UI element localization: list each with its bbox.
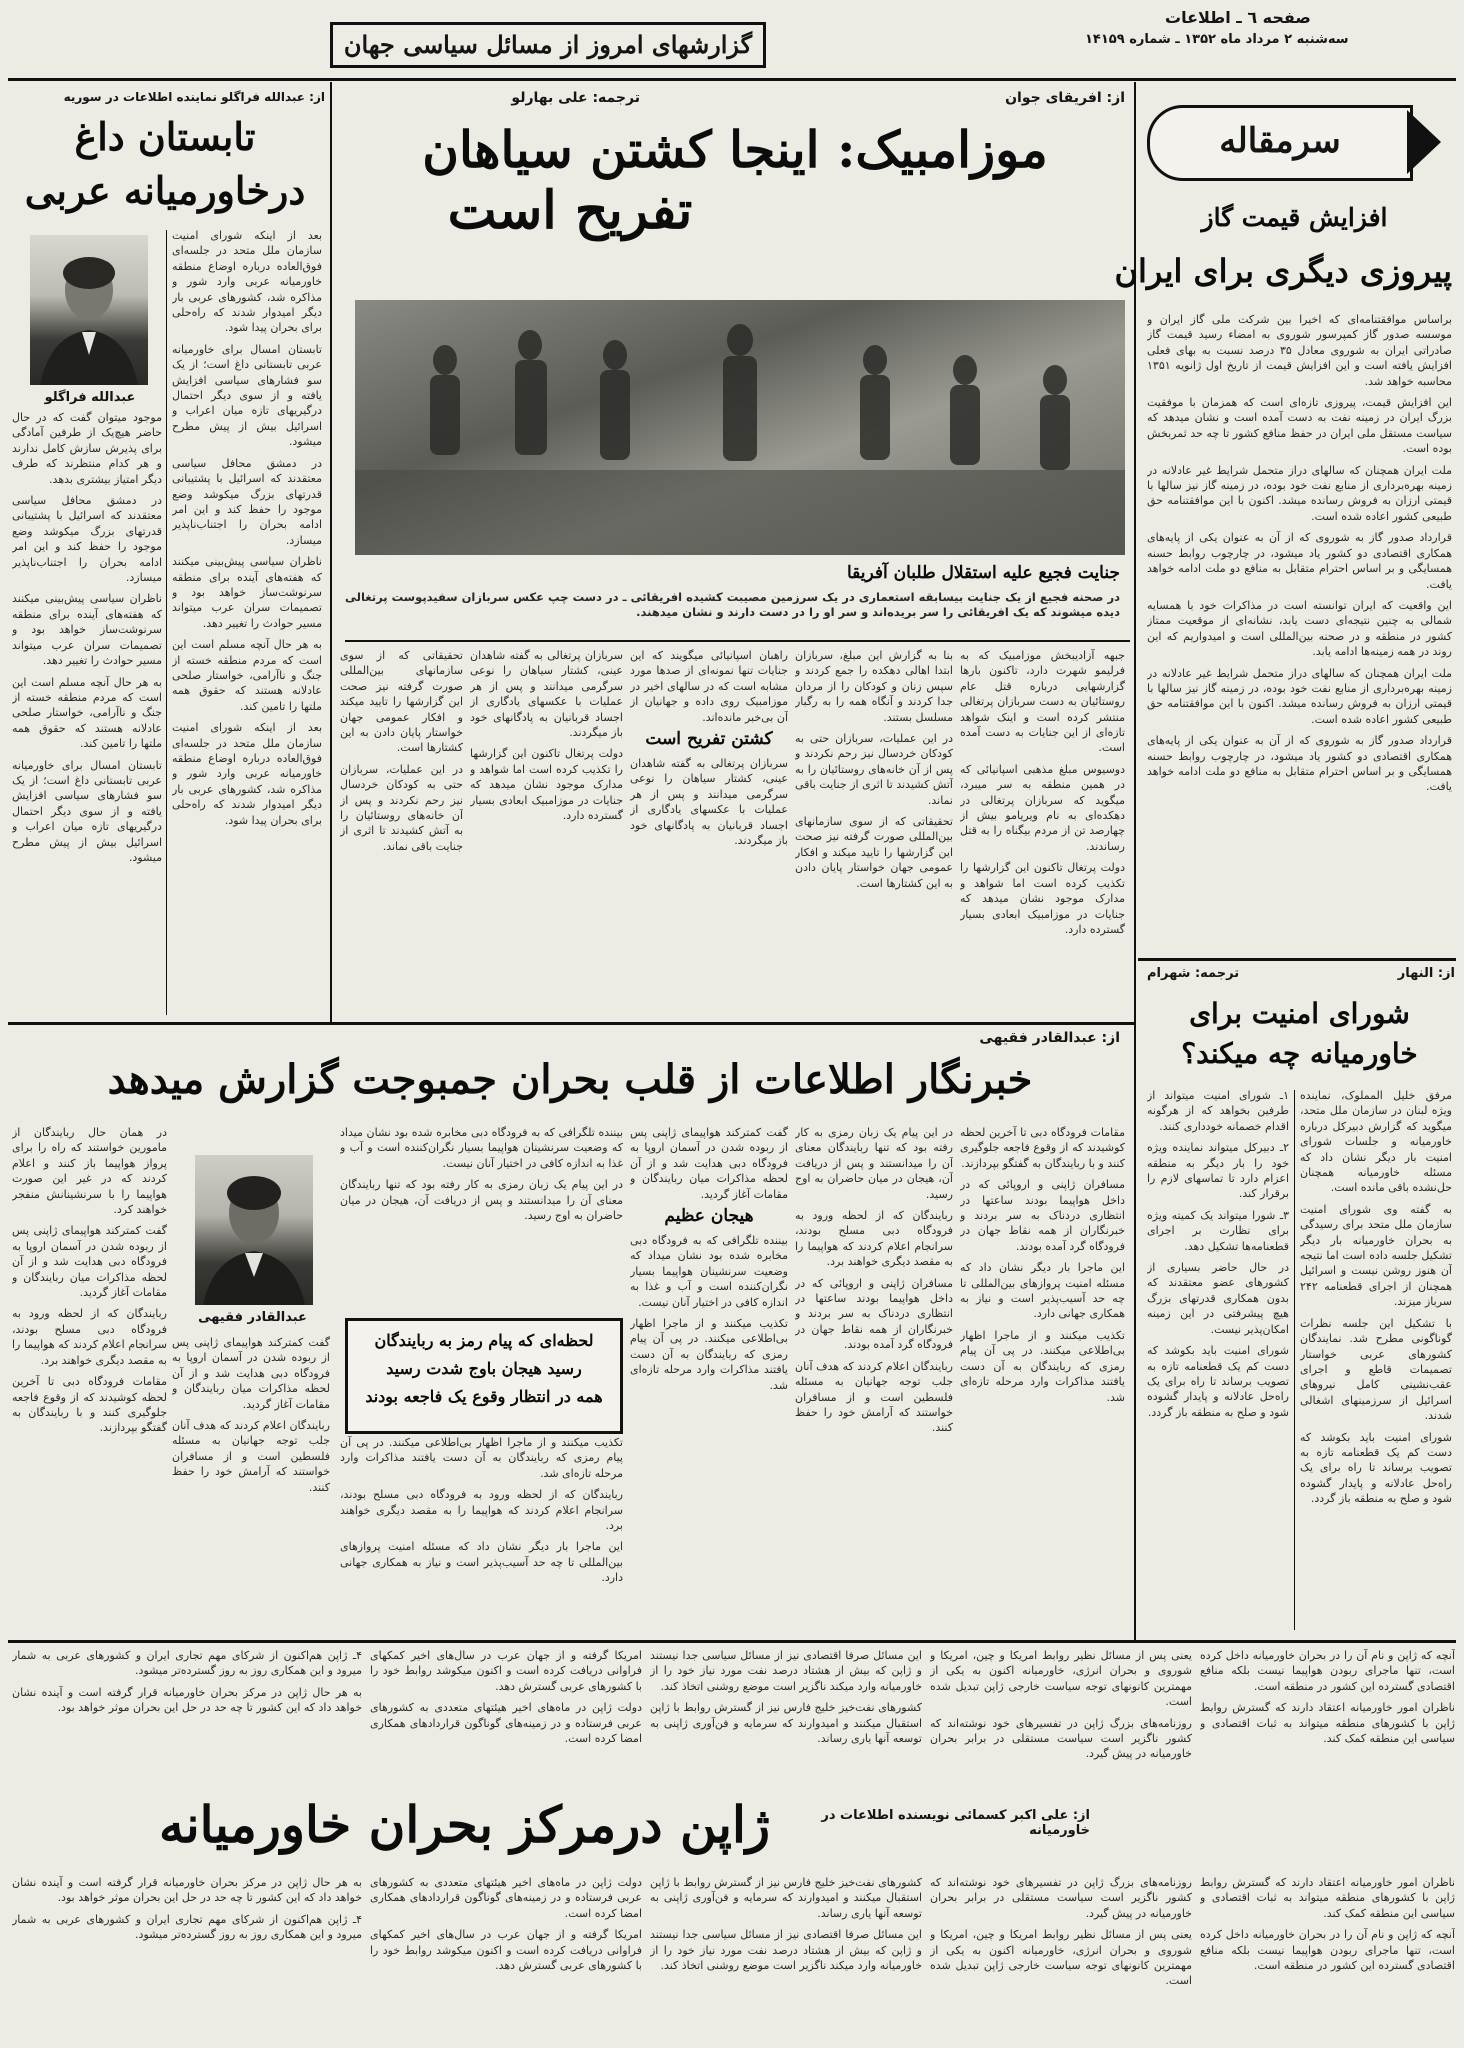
hijack-paragraph: بیننده تلگرافی که به فرودگاه دبی مخابره شده بود نشان میداد که وضعیت سرنشینان هواپیما بسیار نگران‌کننده است و آب و غذا به اندازه کافی در اختیار آنان نیست. xyxy=(340,1126,623,1170)
crisis-paragraph: ۴ـ ژاپن هم‌اکنون از شرکای مهم تجاری ایران و کشورهای عربی به شمار میرود و این همکاری روز به روز گسترده‌تر میشود. xyxy=(12,1649,362,1678)
crisis-bottom-col-3 xyxy=(650,1875,922,2040)
crisis-paragraph: یعنی پس از مسائل نظیر روابط امریکا و چین، امریکا و شوروی و بحران انرژی، خاورمیانه اکنون به یکی از مهمترین کانونهای توجه سیاست خارجی ژاپن تبدیل شده است. xyxy=(930,1649,1192,1709)
mozambique-photo-figures xyxy=(355,300,1125,555)
mozambique-paragraph: دوسیوس مبلغ مذهبی اسپانیائی که در همین منطقه به سر میبرد، میگوید که سربازان پرتغالی در دهکده‌ای به نام ویریامو بیش از چهارصد تن از مردم بیگناه را به قتل رساندند. xyxy=(960,762,1125,853)
hijack-author-photo xyxy=(195,1155,313,1305)
mozambique-translator: ترجمه: علی بهارلو xyxy=(511,90,640,106)
hijack-col-1 xyxy=(960,1125,1125,1635)
crisis-paragraph: به هر حال ژاپن در مرکز بحران خاورمیانه قرار گرفته است و آینده نشان خواهد داد که این کشور تا چه حد در حل این بحران موثر خواهد بود. xyxy=(12,1685,362,1715)
mozambique-paragraph: دولت پرتغال تاکنون این گزارشها را تکذیب کرده است اما شواهد و مدارک موجود نشان میدهد که جنایات در موزامبیک ابعادی بسیار گسترده دارد. xyxy=(470,747,623,823)
hijack-source: از: عبدالقادر فقیهی xyxy=(979,1030,1120,1046)
summer-paragraph: در دمشق محافل سیاسی معتقدند که اسرائیل با پشتیبانی قدرتهای بزرگ میکوشد وضع موجود را حفظ کند و این امر ادامه بحران را اجتناب‌ناپذیر میسازد. xyxy=(172,456,322,547)
editorial-paragraph: قرارداد صدور گاز به شوروی که از آن به عنوان یکی از پایه‌های همکاری اقتصادی دو کشور یاد میشود، در چارچوب روابط حسنه همسایگی و بر اساس احترام متقابل به منافع دو ملت ادامه خواهد یافت. xyxy=(1147,531,1452,591)
mozambique-paragraph: جبهه آزادیبخش موزامبیک که به فرلیمو شهرت دارد، تاکنون بارها گزارشهایی درباره قتل عام روستائیان به دست سربازان پرتغالی منتشر کرده است و اینک شواهد تازه‌ای از این جنایات به دست آمده است. xyxy=(960,649,1125,755)
hijack-paragraph: این ماجرا بار دیگر نشان داد که مسئله امنیت پروازهای بین‌المللی تا چه حد آسیب‌پذیر است و نیاز به همکاری جهانی دارد. xyxy=(340,1540,623,1585)
hijack-paragraph: تکذیب میکنند و از ماجرا اظهار بی‌اطلاعی میکنند. در پی آن پیام رمزی که ربایندگان به آن دست یافتند مذاکرات وارد مرحله تازه‌ای شد. xyxy=(340,1436,623,1480)
hijack-col-6 xyxy=(172,1335,330,1635)
summer-title-line2: درخاورمیانه عربی xyxy=(24,168,306,213)
hijack-paragraph: مسافران ژاپنی و اروپائی که در داخل هواپیما بودند ساعتها در انتظاری دردناک به سر بردند و خبرنگاران از همه نقاط جهان در فرودگاه گرد آمده بودند. xyxy=(960,1178,1125,1253)
editorial-paragraph: براساس موافقتنامه‌ای که اخیرا بین شرکت ملی گاز ایران و موسسه صدور گاز کمپرسور شوروی به امضاء رسید قیمت گاز صادراتی ایران به شوروی معادل ۳۵ درصد نسبت به بهای فعلی افزایش یافته است و این افزایش قیمت از تاریخ اول ژانویه ۱۳۵۱ محاسبه خواهد شد. xyxy=(1147,313,1452,388)
crisis-bottom-col-2 xyxy=(930,1875,1192,2040)
divider-summer xyxy=(330,82,332,1022)
hijack-paragraph: تکذیب میکنند و از ماجرا اظهار بی‌اطلاعی میکنند. در پی آن پیام رمزی که ربایندگان به آن دست یافتند مذاکرات وارد مرحله تازه‌ای شد. xyxy=(960,1328,1125,1404)
security-paragraph: مرفق خلیل المملوک، نماینده ویژه لبنان در سازمان ملل متحد، میگوید که گزارش دبیرکل درباره خاورمیانه و جلسات شورای امنیت بار دیگر نشان داد که مسئله خاورمیانه همچنان حل‌نشده باقی مانده است. xyxy=(1300,1089,1452,1195)
mozambique-photo-caption: جنایت فجیع علیه استقلال طلبان آفریقا xyxy=(846,563,1120,583)
security-title-line1: شورای امنیت برای xyxy=(1189,997,1410,1030)
security-paragraph: با تشکیل این جلسه نظرات گوناگونی مطرح شد. نمایندگان کشورهای عربی خواستار تصمیمات قاطع و اجرای عقب‌نشینی کامل نیروهای اسرائیل از سرزمینهای اشغالی شدند. xyxy=(1300,1316,1452,1423)
crisis-title: ژاپن درمرکز بحران خاورمیانه xyxy=(158,1795,770,1854)
summer-author-photo xyxy=(30,235,148,385)
editorial-tag-box xyxy=(1147,105,1413,181)
summer-col-divider xyxy=(166,230,167,1015)
security-paragraph: شورای امنیت باید بکوشد که دست کم یک قطعنامه تازه به تصویب برساند تا راه برای یک راه‌حل عادلانه و پایدار گشوده شود و صلح به منطقه باز گردد. xyxy=(1147,1344,1289,1419)
hijack-paragraph: ربایندگان اعلام کردند که هدف آنان جلب توجه جهانیان به مسئله فلسطین است و از مسافران خواستند که آرامش خود را حفظ کنند. xyxy=(172,1419,330,1494)
mozambique-paragraph: تحقیقاتی که از سوی سازمانهای بین‌المللی صورت گرفته نیز صحت این گزارشها را تایید میکند و افکار عمومی جهان خواستار پایان دادن به این کشتارها است. xyxy=(340,649,463,755)
hijack-subhead: هیجان عظیم xyxy=(664,1206,754,1227)
editorial-arrow-icon xyxy=(1407,110,1441,174)
summer-paragraph: ناظران سیاسی پیش‌بینی میکنند که هفته‌های آینده برای منطقه سرنوشت‌ساز خواهد بود و تصمیمات سران عرب میتواند مسیر حوادث را تغییر دهد. xyxy=(172,555,322,630)
mozambique-paragraph: بنا به گزارش این مبلغ، سربازان ابتدا اهالی دهکده را جمع کردند و سپس زنان و کودکان را از مردان جدا کردند و آنگاه همه را به رگبار مسلسل بستند. xyxy=(795,649,953,724)
crisis-paragraph: این مسائل صرفا اقتصادی نیز از مسائل سیاسی جدا نیستند و ژاپن که بیش از هشتاد درصد نفت مورد نیاز خود را از خاورمیانه وارد میکند ناگزیر است موضع روشنی اتخاذ کند. xyxy=(650,1928,922,1973)
security-title-line2: خاورمیانه چه میکند؟ xyxy=(1181,1037,1418,1070)
pull-quote-line2: رسید هیجان باوج شدت رسید xyxy=(386,1359,582,1378)
summer-paragraph: بعد از اینکه شورای امنیت سازمان ملل متحد در جلسه‌ای فوق‌العاده درباره اوضاع منطقه خاورمیانه عربی وارد شور و مذاکره شد، کشورهای عربی بار دیگر امیدوار شدند که راه‌حلی برای بحران پیدا شود. xyxy=(172,721,322,827)
summer-paragraph: تابستان امسال برای خاورمیانه عربی تابستانی داغ است؛ از یک سو فشارهای سیاسی افزایش یافته و از سوی دیگر احتمال درگیریهای تازه میان اعراب و اسرائیل بیش از پیش مطرح میشود. xyxy=(172,342,322,449)
crisis-bottom-col-5 xyxy=(12,1875,362,2040)
hijack-paragraph: در همان حال ربایندگان از مامورین خواستند که راه را برای پرواز هواپیما باز کنند و اعلام کردند که در غیر این صورت هواپیما را با سرنشینانش منفجر خواهند کرد. xyxy=(12,1126,167,1217)
mozambique-col-1 xyxy=(960,648,1125,1018)
summer-paragraph: به هر حال آنچه مسلم است این است که مردم منطقه خسته از جنگ و ناآرامی، خواستار صلحی عادلانه هستند که حقوق همه ملتها را تامین کند. xyxy=(172,638,322,713)
summer-source: از: عبدالله فراگلو نماینده اطلاعات در سوریه xyxy=(63,90,325,104)
crisis-paragraph: روزنامه‌های بزرگ ژاپن در تفسیرهای خود نوشته‌اند که کشور ناگزیر است سیاست مستقلی در برابر بحران خاورمیانه در پیش گیرد. xyxy=(930,1876,1192,1920)
editorial-title: پیروزی دیگری برای ایران xyxy=(1114,252,1452,290)
hijack-top-rule xyxy=(8,1022,1134,1025)
summer-col-right xyxy=(172,228,322,1018)
mozambique-caption-rule xyxy=(345,640,1130,642)
summer-author-portrait xyxy=(30,235,148,385)
hijack-paragraph: مقامات فرودگاه دبی تا آخرین لحظه کوشیدند که از وقوع فاجعه جلوگیری کنند و با ربایندگان به گفتگو بپردازند. xyxy=(960,1126,1125,1170)
page-label: صفحه ٦ ـ اطلاعات xyxy=(1165,8,1311,27)
hijack-paragraph: این ماجرا بار دیگر نشان داد که مسئله امنیت پروازهای بین‌المللی تا چه حد آسیب‌پذیر است و نیاز به همکاری جهانی دارد. xyxy=(960,1261,1125,1321)
summer-photo-caption: عبدالله فراگلو xyxy=(44,390,136,405)
hijack-paragraph: ربایندگان اعلام کردند که هدف آنان جلب توجه جهانیان به مسئله فلسطین است و از مسافران خواستند که آرامش خود را حفظ کنند. xyxy=(795,1359,953,1435)
summer-col-left xyxy=(12,410,162,1018)
security-paragraph: ۱ـ شورای امنیت میتواند از طرفین بخواهد که از هرگونه اقدام خصمانه خودداری کنند. xyxy=(1147,1089,1289,1133)
crisis-paragraph: دولت ژاپن در ماه‌های اخیر هیئتهای متعددی به کشورهای عربی فرستاده و در زمینه‌های گوناگون قراردادهای همکاری امضا کرده است. xyxy=(370,1701,642,1746)
hijack-paragraph: ربایندگان که از لحظه ورود به فرودگاه دبی مسلح بودند، سرانجام اعلام کردند که هواپیما را به مقصد دیگری خواهند برد. xyxy=(12,1307,167,1367)
mozambique-source: از: افریقای جوان xyxy=(1005,90,1125,106)
pull-quote-line1: لحظه‌ای که پیام رمز به ربایندگان xyxy=(374,1331,594,1350)
mozambique-title-line1: موزامبیک: اینجا کشتن سیاهان xyxy=(422,120,1048,179)
hijack-paragraph: تکذیب میکنند و از ماجرا اظهار بی‌اطلاعی میکنند. در پی آن پیام رمزی که ربایندگان به آن دست یافتند مذاکرات وارد مرحله تازه‌ای شد. xyxy=(630,1317,788,1392)
mozambique-paragraph: سربازان پرتغالی به گفته شاهدان عینی، کشتار سیاهان را نوعی سرگرمی میدانند و پس از هر عملیات با عکسهای یادگاری از اجساد قربانیان به پادگانهای خود باز میگردند. xyxy=(470,649,623,740)
hijack-paragraph: گفت کمترکند هواپیمای ژاپنی پس از ربوده شدن در آسمان اروپا به فرودگاه دبی هدایت شد و از آن لحظه مذاکرات میان ربایندگان و مقامات آغاز گردید. xyxy=(630,1126,788,1201)
security-paragraph: در حال حاضر بسیاری از کشورهای عضو معتقدند که بدون همکاری قدرتهای بزرگ هیچ پیشرفتی در این زمینه امکان‌پذیر نیست. xyxy=(1147,1261,1289,1336)
hijack-photo-caption: عبدالقادر فقیهی xyxy=(198,1310,307,1325)
security-paragraph: ۳ـ شورا میتواند یک کمیته ویژه برای نظارت بر اجرای قطعنامه‌ها تشکیل دهد. xyxy=(1147,1208,1289,1253)
hijack-paragraph: ربایندگان که از لحظه ورود به فرودگاه دبی مسلح بودند، سرانجام اعلام کردند که هواپیما را به مقصد دیگری خواهند برد. xyxy=(340,1488,623,1533)
hijack-title: خبرنگار اطلاعات از قلب بحران جمبوجت گزارش میدهد xyxy=(107,1056,1033,1103)
hijack-col-4 xyxy=(340,1125,623,1315)
mozambique-paragraph: دولت پرتغال تاکنون این گزارشها را تکذیب کرده است اما شواهد و مدارک موجود نشان میدهد که جنایات در موزامبیک ابعادی بسیار گسترده دارد. xyxy=(960,861,1125,936)
editorial-tag: سرمقاله xyxy=(1219,121,1341,161)
summer-paragraph: به هر حال آنچه مسلم است این است که مردم منطقه خسته از جنگ و ناآرامی، خواستار صلحی عادلانه هستند که حقوق همه ملتها را تامین کند. xyxy=(12,675,162,751)
crisis-paragraph: امریکا گرفته و از جهان عرب در سال‌های اخیر کمکهای فراوانی دریافت کرده است و اکنون میکوشد روابط خود را با کشورهای عربی گسترش دهد. xyxy=(370,1649,642,1693)
mozambique-photo xyxy=(355,300,1125,555)
mozambique-paragraph: راهبان اسپانیائی میگویند که این جنایات تنها نمونه‌ای از صدها مورد مشابه است که در سالهای اخیر در موزامبیک روی داده و جهانیان از آن بی‌خبر مانده‌اند. xyxy=(630,649,788,724)
crisis-source: از: علی اکبر کسمائی نویسنده اطلاعات در خاورمیانه xyxy=(821,1808,1090,1838)
divider-editorial xyxy=(1134,82,1136,1640)
crisis-bottom-col-4 xyxy=(370,1875,642,2040)
hijack-col-2 xyxy=(795,1125,953,1635)
summer-paragraph: موجود میتوان گفت که در حال حاضر هیچ‌یک از طرفین آمادگی برای پذیرش سازش کامل ندارند و هر کدام منتظرند که طرف دیگر امتیاز بیشتری بدهد. xyxy=(12,411,162,486)
crisis-paragraph: یعنی پس از مسائل نظیر روابط امریکا و چین، امریکا و شوروی و بحران انرژی، خاورمیانه اکنون به یکی از مهمترین کانونهای توجه سیاست خارجی ژاپن تبدیل شده است. xyxy=(930,1928,1192,1988)
editorial-paragraph: قرارداد صدور گاز به شوروی که از آن به عنوان یکی از پایه‌های همکاری اقتصادی دو کشور یاد میشود، در چارچوب روابط حسنه همسایگی و بر اساس احترام متقابل به منافع دو ملت ادامه خواهد یافت. xyxy=(1147,734,1452,794)
editorial-paragraph: ملت ایران همچنان که سالهای دراز متحمل شرایط غیر عادلانه در زمینه بهره‌برداری از منابع نفت خود بوده، در زمینه گاز نیز سالها با قیمتی ارزان به فروش رسانده میشد. اکنون با این موافقتنامه حق طبیعی کشور اعاده شده است. xyxy=(1147,666,1452,726)
hijack-col-5 xyxy=(340,1435,623,1635)
hijack-paragraph: در این پیام یک زبان رمزی به کار رفته بود که تنها ربایندگان معنای آن را میدانستند و پس از دریافت آن، هیجان در میان حاضران به اوج رسید. xyxy=(340,1178,623,1223)
hijack-col-7 xyxy=(12,1125,167,1635)
security-translator: ترجمه: شهرام xyxy=(1147,966,1240,981)
hijack-paragraph: بیننده تلگرافی که به فرودگاه دبی مخابره شده بود نشان میداد که وضعیت سرنشینان هواپیما بسیار نگران‌کننده است و آب و غذا به اندازه کافی در اختیار آنان نیست. xyxy=(630,1234,788,1309)
date-line: سه‌شنبه ۲ مرداد ماه ۱۳۵۲ ـ شماره ۱۴۱۵۹ xyxy=(1085,32,1349,47)
hijack-pull-quote xyxy=(345,1318,623,1434)
mozambique-col-2 xyxy=(795,648,953,1018)
crisis-paragraph: این مسائل صرفا اقتصادی نیز از مسائل سیاسی جدا نیستند و ژاپن که بیش از هشتاد درصد نفت مورد نیاز خود را از خاورمیانه وارد میکند ناگزیر است موضع روشنی اتخاذ کند. xyxy=(650,1649,922,1693)
hijack-paragraph: در این پیام یک زبان رمزی به کار رفته بود که تنها ربایندگان معنای آن را میدانستند و پس از دریافت آن، هیجان در میان حاضران به اوج رسید. xyxy=(795,1126,953,1201)
mozambique-col-3 xyxy=(630,648,788,1018)
summer-paragraph: ناظران سیاسی پیش‌بینی میکنند که هفته‌های آینده برای منطقه سرنوشت‌ساز خواهد بود و تصمیمات سران عرب میتواند مسیر حوادث را تغییر دهد. xyxy=(12,592,162,668)
security-col-divider xyxy=(1294,1090,1295,1630)
hijack-col-3 xyxy=(630,1125,788,1635)
hijack-paragraph: گفت کمترکند هواپیمای ژاپنی پس از ربوده شدن در آسمان اروپا به فرودگاه دبی هدایت شد و از آن لحظه مذاکرات میان ربایندگان و مقامات آغاز گردید. xyxy=(12,1224,167,1300)
mozambique-paragraph: در این عملیات، سربازان حتی به کودکان خردسال نیز رحم نکردند و پس از آن خانه‌های روستائیان را به آتش کشیدند تا اثری از جنایت باقی نماند. xyxy=(340,762,463,853)
crisis-top-col-1 xyxy=(1200,1648,1455,1798)
crisis-paragraph: کشورهای نفت‌خیز خلیج فارس نیز از گسترش روابط با ژاپن استقبال میکنند و امیدوارند که سرمایه و فن‌آوری ژاپنی به توسعه آنها یاری رساند. xyxy=(650,1701,922,1746)
hijack-paragraph: مسافران ژاپنی و اروپائی که در داخل هواپیما بودند ساعتها در انتظاری دردناک به سر بردند و خبرنگاران از همه نقاط جهان در فرودگاه گرد آمده بودند. xyxy=(795,1276,953,1352)
mozambique-paragraph: سربازان پرتغالی به گفته شاهدان عینی، کشتار سیاهان را نوعی سرگرمی میدانند و پس از هر عملیات با عکسهای یادگاری از اجساد قربانیان به پادگانهای خود باز میگردند. xyxy=(630,757,788,848)
editorial-body xyxy=(1147,312,1452,952)
pull-quote-line3: همه در انتظار وقوع یک فاجعه بودند xyxy=(365,1387,603,1406)
editorial-bottom-rule xyxy=(1138,958,1456,961)
crisis-paragraph: ناظران امور خاورمیانه اعتقاد دارند که گسترش روابط ژاپن با کشورهای منطقه میتواند به ثبات اقتصادی و سیاسی این منطقه کمک کند. xyxy=(1200,1701,1455,1746)
summer-paragraph: بعد از اینکه شورای امنیت سازمان ملل متحد در جلسه‌ای فوق‌العاده درباره اوضاع منطقه خاورمیانه عربی وارد شور و مذاکره شد، کشورهای عربی بار دیگر امیدوار شدند که راه‌حلی برای بحران پیدا شود. xyxy=(172,229,322,335)
mozambique-paragraph: در این عملیات، سربازان حتی به کودکان خردسال نیز رحم نکردند و پس از آن خانه‌های روستائیان را به آتش کشیدند تا اثری از جنایت باقی نماند. xyxy=(795,732,953,807)
mozambique-paragraph: تحقیقاتی که از سوی سازمانهای بین‌المللی صورت گرفته نیز صحت این گزارشها را تایید میکند و افکار عمومی جهان خواستار پایان دادن به این کشتارها است. xyxy=(795,815,953,890)
crisis-paragraph: روزنامه‌های بزرگ ژاپن در تفسیرهای خود نوشته‌اند که کشور ناگزیر است سیاست مستقلی در برابر بحران خاورمیانه در پیش گیرد. xyxy=(930,1716,1192,1761)
editorial-paragraph: این واقعیت که ایران توانسته است در مذاکرات خود با همسایه شمالی به چنین نتیجه‌ای دست یابد، نشانه‌ای از موقعیت ممتاز کشور در منطقه و در صحنه بین‌المللی است و امیدواریم که این روند در همه زمینه‌ها ادامه یابد. xyxy=(1147,598,1452,659)
mozambique-col-5 xyxy=(340,648,463,1018)
crisis-paragraph: ۴ـ ژاپن هم‌اکنون از شرکای مهم تجاری ایران و کشورهای عربی به شمار میرود و این همکاری روز به روز گسترده‌تر میشود. xyxy=(12,1912,362,1942)
summer-title-line1: تابستان داغ xyxy=(74,114,256,159)
crisis-paragraph: کشورهای نفت‌خیز خلیج فارس نیز از گسترش روابط با ژاپن استقبال میکنند و امیدوارند که سرمایه و فن‌آوری ژاپنی به توسعه آنها یاری رساند. xyxy=(650,1876,922,1920)
security-paragraph: ۲ـ دبیرکل میتواند نماینده ویژه خود را بار دیگر به منطقه اعزام دارد تا تماسهای لازم را برقرار کند. xyxy=(1147,1141,1289,1201)
crisis-paragraph: آنچه که ژاپن و نام آن را در بحران خاورمیانه داخل کرده است، تنها ماجرای ربودن هواپیما نیست بلکه منافع اقتصادی گسترده این کشور در منطقه است. xyxy=(1200,1928,1455,1973)
security-paragraph: به گفته وی شورای امنیت سازمان ملل متحد برای رسیدگی به بحران خاورمیانه بار دیگر تشکیل جلسه داده است اما نتیجه آن هنوز روشن نیست و اسرائیل همچنان از اجرای قطعنامه ۲۴۲ سرباز میزند. xyxy=(1300,1202,1452,1309)
mozambique-caption-text: در صحنه فجیع از یک جنایت بیسابقه استعماری در یک سرزمین مصیبت کشیده افریقائی ـ در دست چپ عکس سربازان سفیدپوست پرتغالی دیده میشوند که یک افریقائی را سر بریده‌اند و سر او را در دست دارند و نشان میدهند. xyxy=(345,590,1120,620)
crisis-paragraph: آنچه که ژاپن و نام آن را در بحران خاورمیانه داخل کرده است، تنها ماجرای ربودن هواپیما نیست بلکه منافع اقتصادی گسترده این کشور در منطقه است. xyxy=(1200,1649,1455,1693)
crisis-paragraph: امریکا گرفته و از جهان عرب در سال‌های اخیر کمکهای فراوانی دریافت کرده است و اکنون میکوشد روابط خود را با کشورهای عربی گسترش دهد. xyxy=(370,1928,642,1973)
security-body-left xyxy=(1147,1088,1289,1633)
hijack-paragraph: ربایندگان که از لحظه ورود به فرودگاه دبی مسلح بودند، سرانجام اعلام کردند که هواپیما را به مقصد دیگری خواهند برد. xyxy=(795,1209,953,1269)
mozambique-col-4 xyxy=(470,648,623,1018)
crisis-paragraph: به هر حال ژاپن در مرکز بحران خاورمیانه قرار گرفته است و آینده نشان خواهد داد که این کشور تا چه حد در حل این بحران موثر خواهد بود. xyxy=(12,1876,362,1905)
crisis-top-col-5 xyxy=(12,1648,362,1798)
security-source: از: النهار xyxy=(1397,966,1455,981)
section-title: گزارشهای امروز از مسائل سیاسی جهان xyxy=(343,30,753,59)
editorial-paragraph: ملت ایران همچنان که سالهای دراز متحمل شرایط غیر عادلانه در زمینه بهره‌برداری از منابع نفت خود بوده، در زمینه گاز نیز سالها با قیمتی ارزان به فروش رسانده میشد. اکنون با این موافقتنامه حق طبیعی کشور اعاده شده است. xyxy=(1147,463,1452,523)
mozambique-subhead: کشتن تفریح است xyxy=(645,729,773,750)
summer-paragraph: در دمشق محافل سیاسی معتقدند که اسرائیل با پشتیبانی قدرتهای بزرگ میکوشد وضع موجود را حفظ کند و این امر ادامه بحران را اجتناب‌ناپذیر میسازد. xyxy=(12,494,162,585)
crisis-paragraph: دولت ژاپن در ماه‌های اخیر هیئتهای متعددی به کشورهای عربی فرستاده و در زمینه‌های گوناگون قراردادهای همکاری امضا کرده است. xyxy=(370,1876,642,1920)
hijack-paragraph: گفت کمترکند هواپیمای ژاپنی پس از ربوده شدن در آسمان اروپا به فرودگاه دبی هدایت شد و از آن لحظه مذاکرات میان ربایندگان و مقامات آغاز گردید. xyxy=(172,1336,330,1411)
crisis-top-col-4 xyxy=(370,1648,642,1798)
crisis-paragraph: ناظران امور خاورمیانه اعتقاد دارند که گسترش روابط ژاپن با کشورهای منطقه میتواند به ثبات اقتصادی و سیاسی این منطقه کمک کند. xyxy=(1200,1876,1455,1920)
security-paragraph: شورای امنیت باید بکوشد که دست کم یک قطعنامه تازه به تصویب برساند تا راه برای یک راه‌حل عادلانه و پایدار گشوده شود و صلح به منطقه باز گردد. xyxy=(1300,1430,1452,1506)
section-banner xyxy=(330,22,766,68)
masthead-rule xyxy=(8,78,1456,81)
crisis-top-col-2 xyxy=(930,1648,1192,1798)
hijack-author-portrait xyxy=(195,1155,313,1305)
hijack-paragraph: مقامات فرودگاه دبی تا آخرین لحظه کوشیدند که از وقوع فاجعه جلوگیری کنند و با ربایندگان به گفتگو بپردازند. xyxy=(12,1375,167,1435)
security-body-right xyxy=(1300,1088,1452,1633)
crisis-top-rule xyxy=(8,1640,1456,1643)
crisis-bottom-col-1 xyxy=(1200,1875,1455,2040)
crisis-top-col-3 xyxy=(650,1648,922,1798)
editorial-paragraph: این افزایش قیمت، پیروزی تازه‌ای است که همزمان با موفقیت بزرگ ایران در زمینه نفت به دست آمده است و نشان میدهد که سیاست مستقل ملی ایران در حفظ منافع کشور تا چه حد ثمربخش بوده است. xyxy=(1147,396,1452,456)
summer-paragraph: تابستان امسال برای خاورمیانه عربی تابستانی داغ است؛ از یک سو فشارهای سیاسی افزایش یافته و از سوی دیگر احتمال درگیریهای تازه میان اعراب و اسرائیل بیش از پیش مطرح میشود. xyxy=(12,758,162,864)
mozambique-title-line2: تفریح است xyxy=(447,180,693,241)
editorial-kicker: افزایش قیمت گاز xyxy=(1201,203,1388,232)
